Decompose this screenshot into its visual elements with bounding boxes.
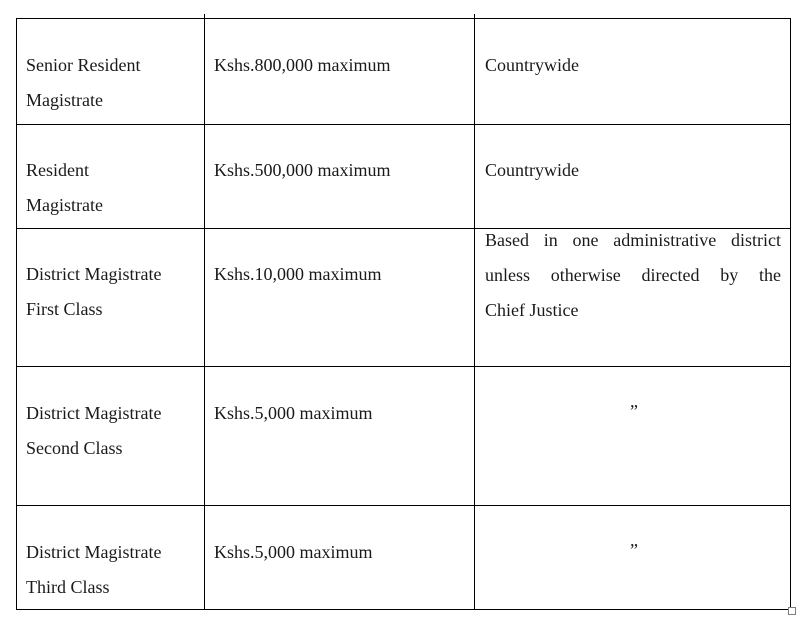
rank-line: Magistrate	[26, 195, 103, 215]
row-divider	[16, 366, 791, 367]
limit-cell: Kshs.800,000 maximum	[214, 55, 391, 75]
table-border-left	[16, 18, 17, 610]
jurisdiction-line: Chief Justice	[485, 300, 579, 320]
rank-cell	[26, 153, 103, 223]
column-divider-2	[474, 14, 475, 610]
rank-line: District Magistrate	[26, 403, 162, 423]
ditto-mark: ”	[630, 401, 638, 421]
limit-cell: Kshs.5,000 maximum	[214, 403, 373, 423]
limit-cell: Kshs.500,000 maximum	[214, 160, 391, 180]
jurisdiction-cell: Countrywide	[485, 160, 579, 180]
rank-line: District Magistrate	[26, 542, 162, 562]
jurisdiction-line: unless otherwise directed by the	[485, 265, 781, 285]
row-divider	[16, 505, 791, 506]
rank-line: Second Class	[26, 438, 123, 458]
rank-cell	[26, 396, 161, 466]
jurisdiction-line: Based in one administrative district	[485, 230, 781, 250]
rank-cell	[26, 535, 161, 605]
rank-line: Senior Resident	[26, 55, 141, 75]
limit-cell: Kshs.5,000 maximum	[214, 542, 373, 562]
column-divider-1	[204, 14, 205, 610]
rank-cell	[26, 48, 141, 118]
rank-line: District Magistrate	[26, 264, 162, 284]
limit-cell: Kshs.10,000 maximum	[214, 264, 382, 284]
row-divider	[16, 609, 791, 610]
table-resize-handle[interactable]	[788, 607, 796, 615]
row-divider	[16, 18, 791, 19]
rank-line: Third Class	[26, 577, 110, 597]
rank-line: Magistrate	[26, 90, 103, 110]
table-border-right	[790, 18, 791, 610]
jurisdiction-cell	[485, 223, 781, 328]
rank-line: Resident	[26, 160, 89, 180]
row-divider	[16, 124, 791, 125]
jurisdiction-cell: Countrywide	[485, 55, 579, 75]
rank-line: First Class	[26, 299, 103, 319]
ditto-mark: ”	[630, 540, 638, 560]
rank-cell	[26, 257, 161, 327]
